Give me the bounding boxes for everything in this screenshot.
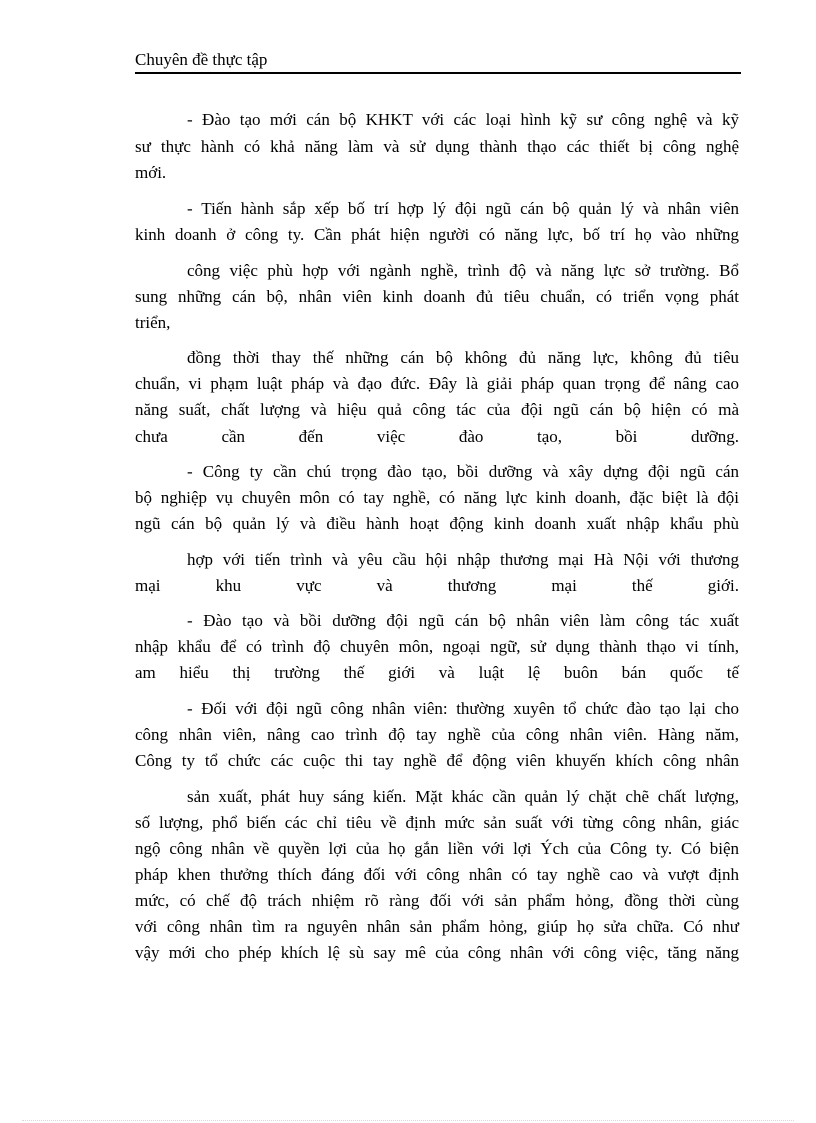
text-line: - Đối với đội ngũ công nhân viên: thường xuyên tổ chức đào tạo lại cho	[187, 699, 739, 718]
text-line: mức, có chế độ trách nhiệm rõ ràng đối với sản phẩm hỏng, đồng thời cùng	[135, 891, 739, 910]
text-line: ngộ công nhân về quyền lợi của họ gắn liền với lợi Ých của Công ty. Có biện	[135, 839, 739, 858]
page-bottom-rule	[22, 1120, 794, 1121]
text-line: pháp khen thưởng thích đáng đối với công nhân có tay nghề cao và vượt định	[135, 865, 739, 884]
text-line: số lượng, phổ biến các chỉ tiêu về định mức sản suất với từng công nhân, giác	[135, 813, 739, 832]
text-line: chuẩn, vi phạm luật pháp và đạo đức. Đây là giải pháp quan trọng để nâng cao	[135, 374, 739, 393]
text-line: vậy mới cho phép khích lệ sù say mê của công nhân với công việc, tăng năng	[135, 943, 739, 962]
text-line: kinh doanh ở công ty. Cần phát hiện người có năng lực, bố trí họ vào những	[135, 225, 739, 244]
text-line: - Đào tạo và bồi dưỡng đội ngũ cán bộ nhân viên làm công tác xuất	[187, 611, 739, 630]
text-line: am hiểu thị trường thế giới và luật lệ buôn bán quốc tế	[135, 663, 739, 682]
text-line: công nhân viên, nâng cao trình độ tay nghề của công nhân viên. Hàng năm,	[135, 725, 739, 744]
text-line: Công ty tổ chức các cuộc thi tay nghề để động viên khuyến khích công nhân	[135, 751, 739, 770]
text-line: với công nhân tìm ra nguyên nhân sản phẩm hỏng, giúp họ sửa chữa. Có như	[135, 917, 739, 936]
text-line: - Công ty cần chú trọng đào tạo, bồi dưỡng và xây dựng đội ngũ cán	[187, 462, 739, 481]
text-line: triển,	[135, 313, 171, 332]
text-line: - Tiến hành sắp xếp bố trí hợp lý đội ngũ cán bộ quản lý và nhân viên	[187, 199, 739, 218]
header-title: Chuyên đề thực tập	[135, 50, 268, 69]
text-line: bộ nghiệp vụ chuyên môn có tay nghề, có năng lực kinh doanh, đặc biệt là đội	[135, 488, 739, 507]
text-line: mới.	[135, 163, 167, 182]
text-line: công việc phù hợp với ngành nghề, trình độ và năng lực sở trường. Bổ	[187, 261, 739, 280]
text-line: - Đào tạo mới cán bộ KHKT với các loại hình kỹ sư công nghệ và kỹ	[187, 110, 739, 129]
text-line: mại khu vực và thương mại thế giới.	[135, 576, 739, 595]
text-line: sản xuất, phát huy sáng kiến. Mặt khác cần quản lý chặt chẽ chất lượng,	[187, 787, 739, 806]
page-header	[135, 48, 741, 74]
text-line: đồng thời thay thế những cán bộ không đủ năng lực, không đủ tiêu	[187, 348, 739, 367]
text-line: sư thực hành có khả năng làm và sử dụng thành thạo các thiết bị công nghệ	[135, 137, 739, 156]
text-line: sung những cán bộ, nhân viên kinh doanh đủ tiêu chuẩn, có triển vọng phát	[135, 287, 739, 306]
text-line: chưa cần đến việc đào tạo, bồi dưỡng.	[135, 427, 739, 446]
text-line: năng suất, chất lượng và hiệu quả công tác của đội ngũ cán bộ hiện có mà	[135, 400, 739, 419]
text-line: ngũ cán bộ quản lý và điều hành hoạt động kinh doanh xuất nhập khẩu phù	[135, 514, 739, 533]
text-line: nhập khẩu để có trình độ chuyên môn, ngoại ngữ, sử dụng thành thạo vi tính,	[135, 637, 739, 656]
text-line: hợp với tiến trình và yêu cầu hội nhập thương mại Hà Nội với thương	[187, 550, 739, 569]
